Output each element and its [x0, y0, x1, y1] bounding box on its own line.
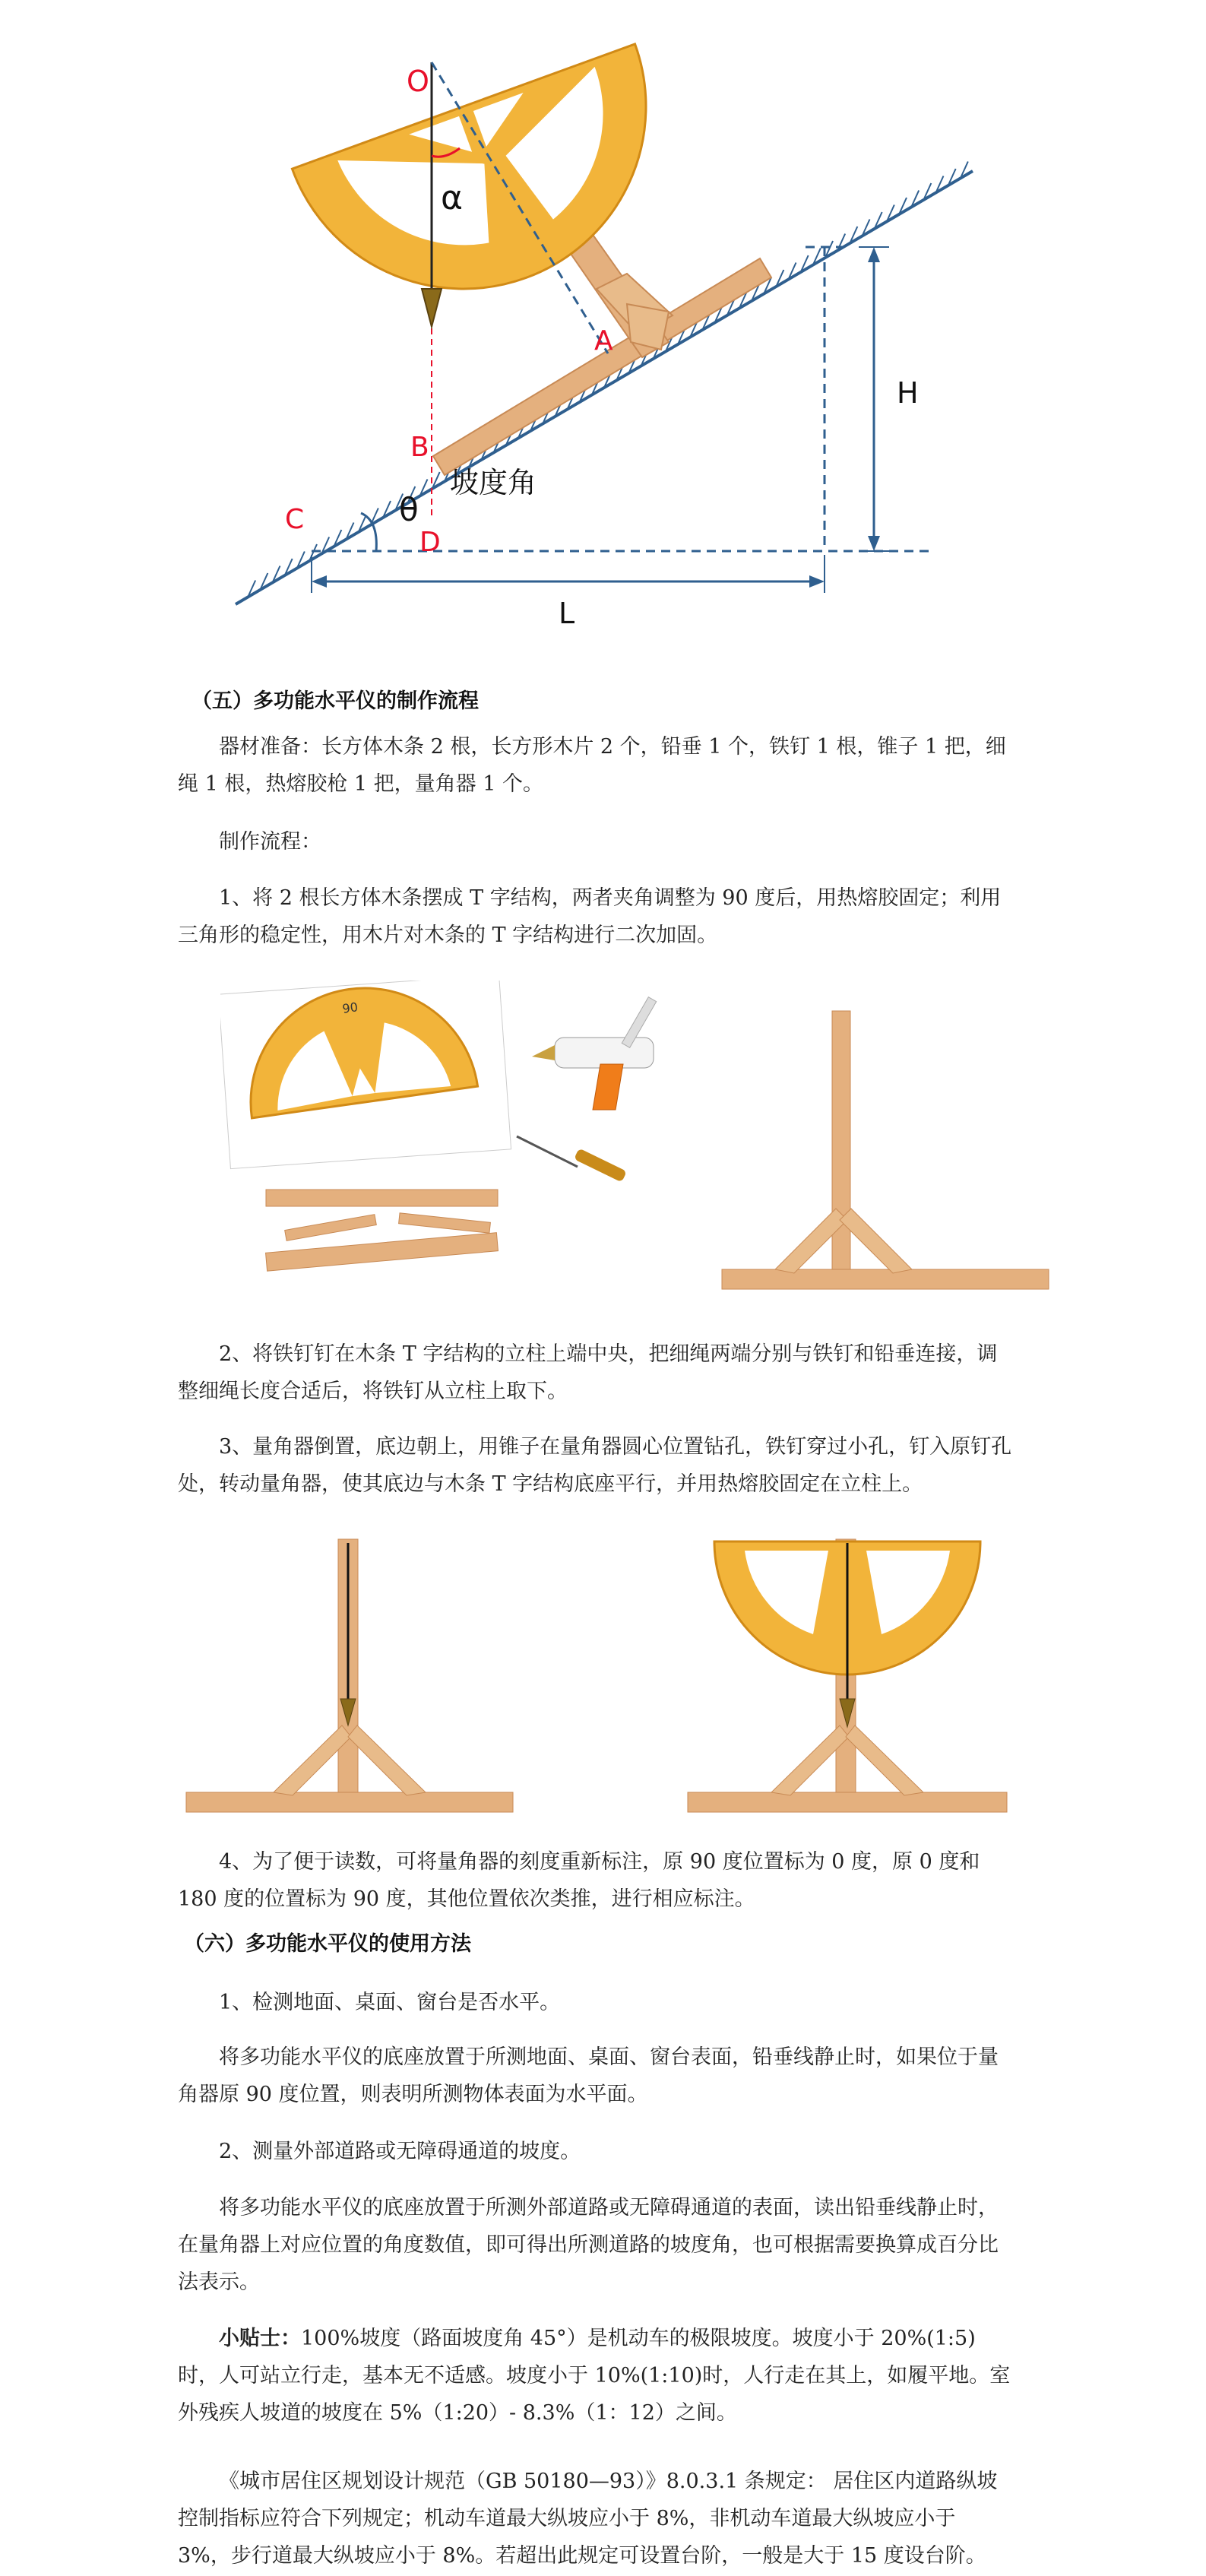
label-alpha: α — [441, 179, 464, 217]
awl-icon — [517, 1136, 627, 1183]
plumb-t-illustration — [182, 1535, 517, 1817]
label-a: A — [594, 325, 613, 356]
step2-text: 2、将铁钉钉在木条 T 字结构的立柱上端中央，把细绳两端分别与铁钉和铅垂连接，调整细绳长度合适后，将铁钉从立柱上取下。 — [178, 1342, 998, 1403]
section6-heading: （六）多功能水平仪的使用方法 — [184, 1932, 471, 1956]
protractor-number: 90 — [341, 1000, 359, 1016]
t-structure-illustration — [714, 1003, 1064, 1307]
slope-diagram — [213, 15, 1018, 623]
use2-title: 2、测量外部道路或无障碍通道的坡度。 — [219, 2140, 581, 2163]
label-d: D — [419, 527, 441, 558]
step4-text: 4、为了便于读数，可将量角器的刻度重新标注，原 90 度位置标为 0 度，原 0 度和 180 度的位置标为 90 度，其他位置依次类推，进行相应标注。 — [178, 1850, 980, 1911]
label-h: H — [897, 376, 919, 410]
step1-text: 1、将 2 根长方体木条摆成 T 字结构，两者夹角调整为 90 度后，用热熔胶固定；利用三角形的稳定性，用木片对木条的 T 字结构进行二次加固。 — [178, 886, 1002, 947]
section5-heading: （五）多功能水平仪的制作流程 — [192, 689, 479, 713]
label-theta: θ — [399, 491, 419, 528]
glue-gun-icon — [532, 997, 657, 1110]
plumb-bob-icon — [422, 289, 442, 327]
materials-text: 器材准备：长方体木条 2 根，长方形木片 2 个，铅垂 1 个，铁钉 1 根，锥子 1 把，细绳 1 根，热熔胶枪 1 把，量角器 1 个。 — [178, 735, 1006, 796]
use1-title: 1、检测地面、桌面、窗台是否水平。 — [219, 1991, 561, 2014]
materials-illustration — [220, 981, 707, 1315]
label-slope-angle: 坡度角 — [450, 466, 537, 499]
use1-text: 将多功能水平仪的底座放置于所测地面、桌面、窗台表面，铅垂线静止时，如果位于量角器原 90 度位置，则表明所测物体表面为水平面。 — [178, 2045, 999, 2106]
standard-text: 《城市居住区规划设计规范（GB 50180—93）》8.0.3.1 条规定： 居住区内道路纵坡控制指标应符合下列规定；机动车道最大纵坡应小于 8%，非机动车道最大纵坡应小于 3%，步行道最大纵坡应小于 8%。若超出此规定可设置台阶，一般是大于 15 度设台阶。 — [178, 2470, 998, 2568]
label-b: B — [410, 432, 429, 463]
step3-text: 3、量角器倒置，底边朝上，用锥子在量角器圆心位置钻孔，铁钉穿过小孔，钉入原钉孔处，转动量角器，使其底边与木条 T 字结构底座平行，并用热熔胶固定在立柱上。 — [178, 1435, 1012, 1496]
tip-text: 100%坡度（路面坡度角 45°）是机动车的极限坡度。坡度小于 20%(1:5)时，人可站立行走，基本无不适感。坡度小于 10%(1:10)时，人行走在其上，如履平地。室外残疾人坡道的坡度在 5%（1:20）- 8.3%（1：12）之间。 — [178, 2327, 1011, 2425]
process-title: 制作流程： — [219, 830, 321, 854]
wood-strips — [266, 1190, 499, 1271]
label-c: C — [285, 504, 305, 535]
label-o: O — [407, 65, 429, 98]
tip-label: 小贴士： — [219, 2327, 301, 2350]
tip-paragraph — [178, 2320, 1014, 2432]
use2-text: 将多功能水平仪的底座放置于所测外部道路或无障碍通道的表面，读出铅垂线静止时，在量角器上对应位置的角度数值，即可得出所测道路的坡度角，也可根据需要换算成百分比法表示。 — [178, 2196, 999, 2294]
label-l: L — [559, 597, 575, 623]
protractor-t-illustration — [680, 1528, 1014, 1817]
